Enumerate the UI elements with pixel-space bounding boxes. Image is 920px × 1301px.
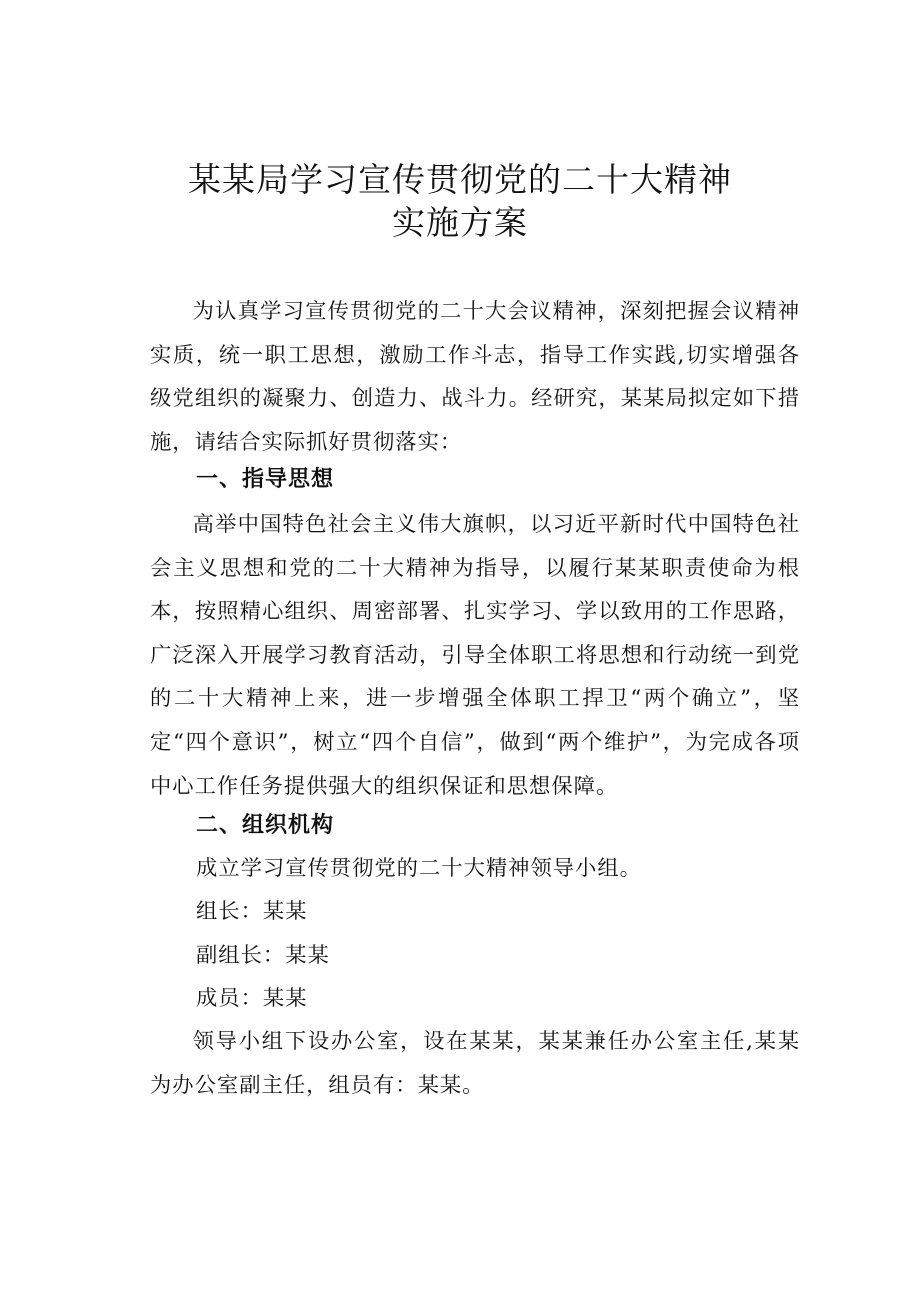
intro-paragraph: 为认真学习宣传贯彻党的二十大会议精神，深刻把握会议精神实质，统一职工思想，激励工作斗志，指导工作实践,切实增强各级党组织的凝聚力、创造力、战斗力。经研究，某某局拟定如下措施，请结合实际抓好贯彻落实： [150,299,800,455]
intro-block [150,290,800,464]
section2-line1: 成立学习宣传贯彻党的二十大精神领导小组。 [196,856,642,881]
section1-paragraph: 高举中国特色社会主义伟大旗帜，以习近平新时代中国特色社会主义思想和党的二十大精神为指导，以履行某某职责使命为根本，按照精心组织、周密部署、扎实学习、学以致用的工作思路，广泛深入开展学习教育活动，引导全体职工将思想和行动统一到党的二十大精神上来，进一步增强全体职工捍卫“两个确立”，坚定“四个意识”，树立“四个自信”，做到“两个维护”，为完成各项中心工作任务提供强大的组织保证和思想保障。 [150,512,800,799]
leader-line: 组长：某某 [196,899,308,924]
office-block [150,1020,800,1107]
members-line: 成员：某某 [196,986,308,1011]
office-paragraph: 领导小组下设办公室，设在某某，某某兼任办公室主任,某某为办公室副主任，组员有：某某。 [150,1029,800,1098]
document-title-line1: 某某局学习宣传贯彻党的二十大精神 [188,160,732,199]
deputy-leader-line: 副组长：某某 [196,943,330,968]
section1-block [150,503,800,808]
document-title-line2: 实施方案 [392,203,528,242]
section1-heading: 一、指导思想 [196,467,335,492]
section2-heading: 二、组织机构 [196,813,335,838]
